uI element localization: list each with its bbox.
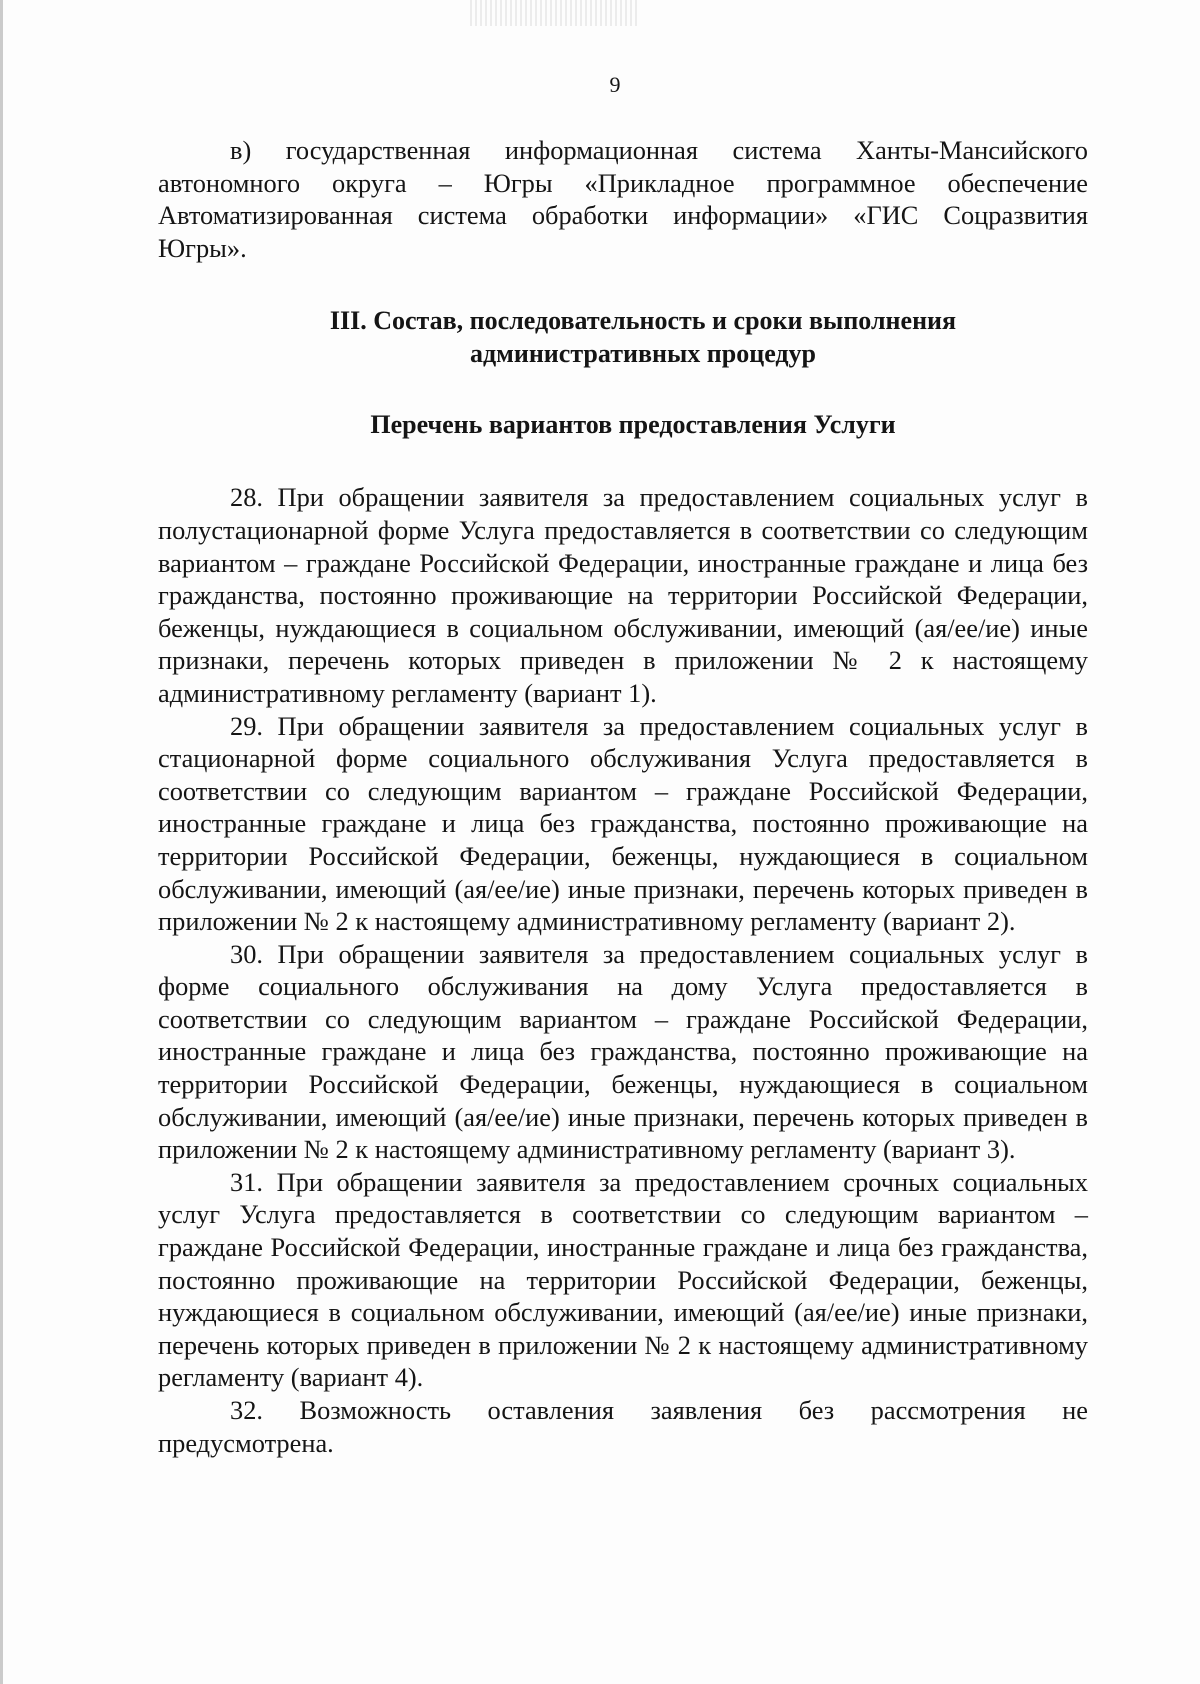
- sub-heading: Перечень вариантов предоставления Услуги: [370, 410, 896, 440]
- document-body: [158, 134, 1088, 1459]
- section-heading-line-1: III. Состав, последовательность и сроки выполнения: [329, 306, 957, 336]
- section-heading-line-2: административных процедур: [469, 339, 817, 369]
- paragraph-28: 28. При обращении заявителя за предоставлением социальных услуг в полустационарной форме Услуга предоставляется в соответствии со следующим вариантом – граждане Российской Федерации, иностранные граждане и лица без гражданства, постоянно проживающие на территории Российской Федерации, беженцы, нуждающиеся в социальном обслуживании, имеющий (ая/ее/ие) иные признаки, перечень которых приведен в приложении № 2 к настоящему административному регламенту (вариант 1).: [158, 482, 1088, 708]
- paragraph-32: 32. Возможность оставления заявления без рассмотрения не предусмотрена.: [158, 1395, 1088, 1458]
- scan-edge-shadow: [0, 0, 3, 1684]
- paragraph-30: 30. При обращении заявителя за предоставлением социальных услуг в форме социального обслуживания на дому Услуга предоставляется в соответствии со следующим вариантом – граждане Российской Федерации, иностранные граждане и лица без гражданства, постоянно проживающие на территории Российской Федерации, беженцы, нуждающиеся в социальном обслуживании, имеющий (ая/ее/ие) иные признаки, перечень которых приведен в приложении № 2 к настоящему административному регламенту (вариант 3).: [158, 938, 1088, 1165]
- section-heading: [158, 304, 1088, 370]
- paragraph-31: 31. При обращении заявителя за предоставлением срочных социальных услуг Услуга предоставляется в соответствии со следующим вариантом – граждане Российской Федерации, иностранные граждане и лица без гражданства, постоянно проживающие на территории Российской Федерации, беженцы, нуждающиеся в социальном обслуживании, имеющий (ая/ее/ие) иные признаки, перечень которых приведен в приложении № 2 к настоящему административному регламенту (вариант 4).: [158, 1166, 1088, 1393]
- intro-paragraph: в) государственная информационная система Ханты-Мансийского автономного округа – Югры «Прикладное программное обеспечение Автоматизированная система обработки информации» «ГИС Соцразвития Югры».: [158, 135, 1088, 263]
- scan-artifact: [470, 0, 640, 26]
- paragraph-29: 29. При обращении заявителя за предоставлением социальных услуг в стационарной форме социального обслуживания Услуга предоставляется в соответствии со следующим вариантом – граждане Российской Федерации, иностранные граждане и лица без гражданства, постоянно проживающие на территории Российской Федерации, беженцы, нуждающиеся в социальном обслуживании, имеющий (ая/ее/ие) иные признаки, перечень которых приведен в приложении № 2 к настоящему административному регламенту (вариант 2).: [158, 710, 1088, 937]
- page-number: 9: [609, 72, 621, 97]
